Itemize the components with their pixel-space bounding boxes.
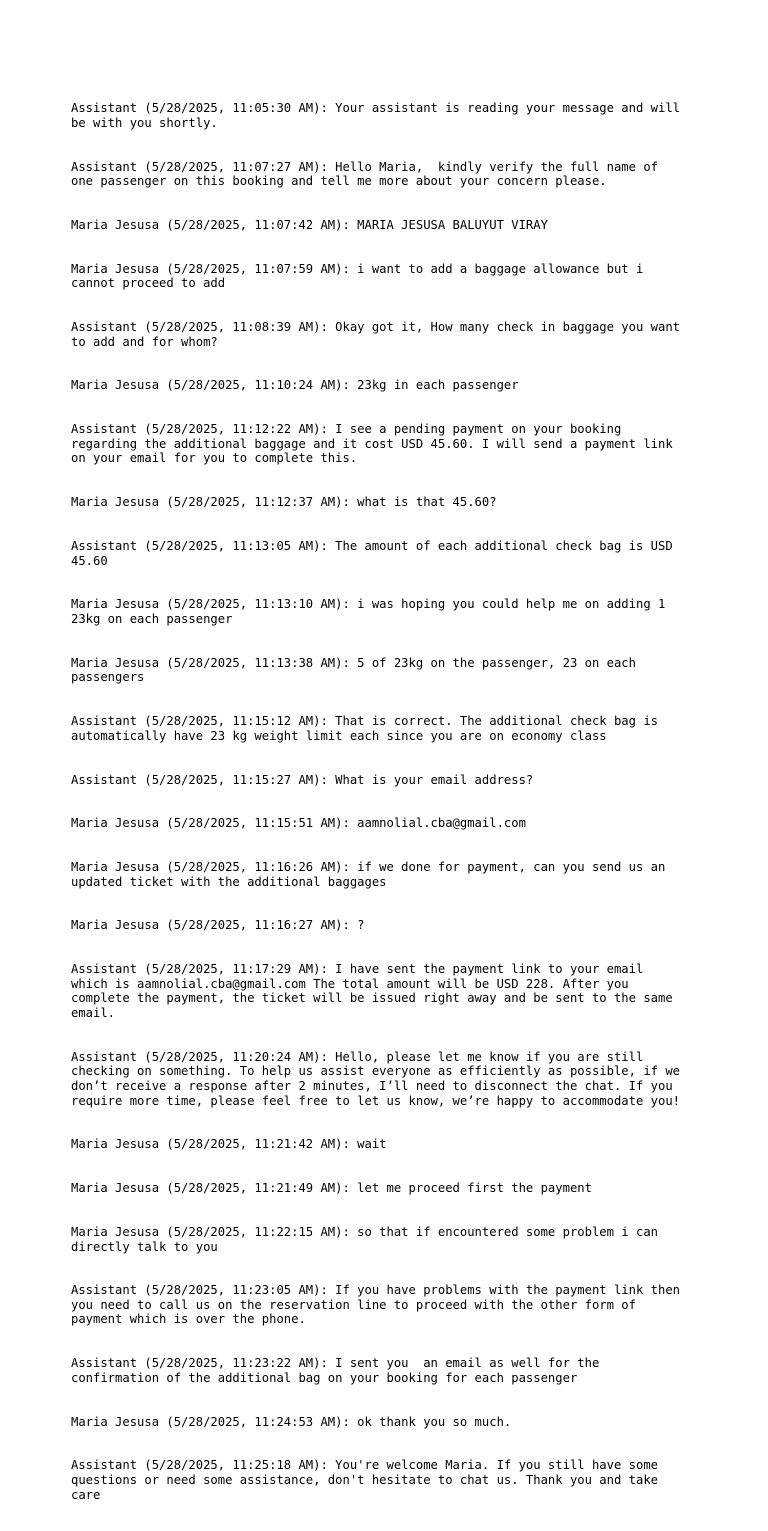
chat-message: Maria Jesusa (5/28/2025, 11:12:37 AM): what is that 45.60? <box>71 495 497 510</box>
chat-message: Maria Jesusa (5/28/2025, 11:07:59 AM): i want to add a baggage allowance but i cannot proceed to add <box>71 261 644 291</box>
chat-message: Maria Jesusa (5/28/2025, 11:22:15 AM): so that if encountered some problem i can directly talk to you <box>71 1224 658 1254</box>
chat-message: Maria Jesusa (5/28/2025, 11:13:38 AM): 5 of 23kg on the passenger, 23 on each passengers <box>71 655 636 685</box>
document-page <box>71 72 701 1531</box>
chat-message: Assistant (5/28/2025, 11:15:12 AM): That is correct. The additional check bag is automatically have 23 kg weight limit each since you are on economy class <box>71 714 658 743</box>
chat-message: Assistant (5/28/2025, 11:17:29 AM): I have sent the payment link to your email which is aamnolial.cba@gmail.com The total amount will be USD 228. After you complete the payment, the ticket will be issued right away and be sent to the same email. <box>71 962 673 1020</box>
chat-message: Assistant (5/28/2025, 11:12:22 AM): I see a pending payment on your booking regarding the additional baggage and it cost USD 45.60. I will send a payment link on your email for you to complete this. <box>71 422 673 466</box>
chat-message: Assistant (5/28/2025, 11:08:39 AM): Okay got it, How many check in baggage you want to add and for whom? <box>71 320 681 349</box>
chat-message: Maria Jesusa (5/28/2025, 11:21:42 AM): wait <box>71 1137 387 1152</box>
chat-message: Assistant (5/28/2025, 11:13:05 AM): The amount of each additional check bag is USD 45.60 <box>71 539 673 568</box>
chat-message: Assistant (5/28/2025, 11:23:22 AM): I sent you an email as well for the confirmation of the additional bag on your booking for each passenger <box>71 1356 600 1385</box>
chat-message: Assistant (5/28/2025, 11:23:05 AM): If you have problems with the payment link then you need to call us on the reservation line to proceed with the other form of payment which is over the phone. <box>71 1283 681 1327</box>
chat-message: Maria Jesusa (5/28/2025, 11:24:53 AM): ok thank you so much. <box>71 1414 512 1429</box>
chat-message: Maria Jesusa (5/28/2025, 11:13:10 AM): i was hoping you could help me on adding 1 23kg on each passenger <box>71 597 666 626</box>
chat-message: Maria Jesusa (5/28/2025, 11:16:26 AM): if we done for payment, can you send us an updated ticket with the additional baggages <box>71 860 666 889</box>
chat-message: Maria Jesusa (5/28/2025, 11:16:27 AM): ? <box>71 918 365 933</box>
chat-message: Assistant (5/28/2025, 11:05:30 AM): Your assistant is reading your message and will be with you shortly. <box>71 101 681 130</box>
chat-message: Assistant (5/28/2025, 11:20:24 AM): Hello, please let me know if you are still checking on something. To help us assist everyone as efficiently as possible, if we don’t receive a response after 2 minutes, I’ll need to disconnect the chat. If you require more time, please feel free to let us know, we’re happy to accommodate you! <box>71 1049 681 1108</box>
chat-message: Assistant (5/28/2025, 11:15:27 AM): What is your email address? <box>71 772 534 787</box>
chat-message: Assistant (5/28/2025, 11:07:27 AM): Hello Maria, kindly verify the full name of one passenger on this booking and tell me more about your concern please. <box>71 159 658 189</box>
chat-message: Assistant (5/28/2025, 11:25:18 AM): You're welcome Maria. If you still have some questions or need some assistance, don't hesitate to chat us. Thank you and take care <box>71 1458 658 1502</box>
chat-transcript <box>71 72 701 1531</box>
chat-message: Maria Jesusa (5/28/2025, 11:21:49 AM): let me proceed first the payment <box>71 1181 592 1196</box>
chat-message: Maria Jesusa (5/28/2025, 11:07:42 AM): MARIA JESUSA BALUYUT VIRAY <box>71 217 548 232</box>
chat-message: Maria Jesusa (5/28/2025, 11:10:24 AM): 23kg in each passenger <box>71 378 519 393</box>
chat-message: Maria Jesusa (5/28/2025, 11:15:51 AM): aamnolial.cba@gmail.com <box>71 816 526 831</box>
